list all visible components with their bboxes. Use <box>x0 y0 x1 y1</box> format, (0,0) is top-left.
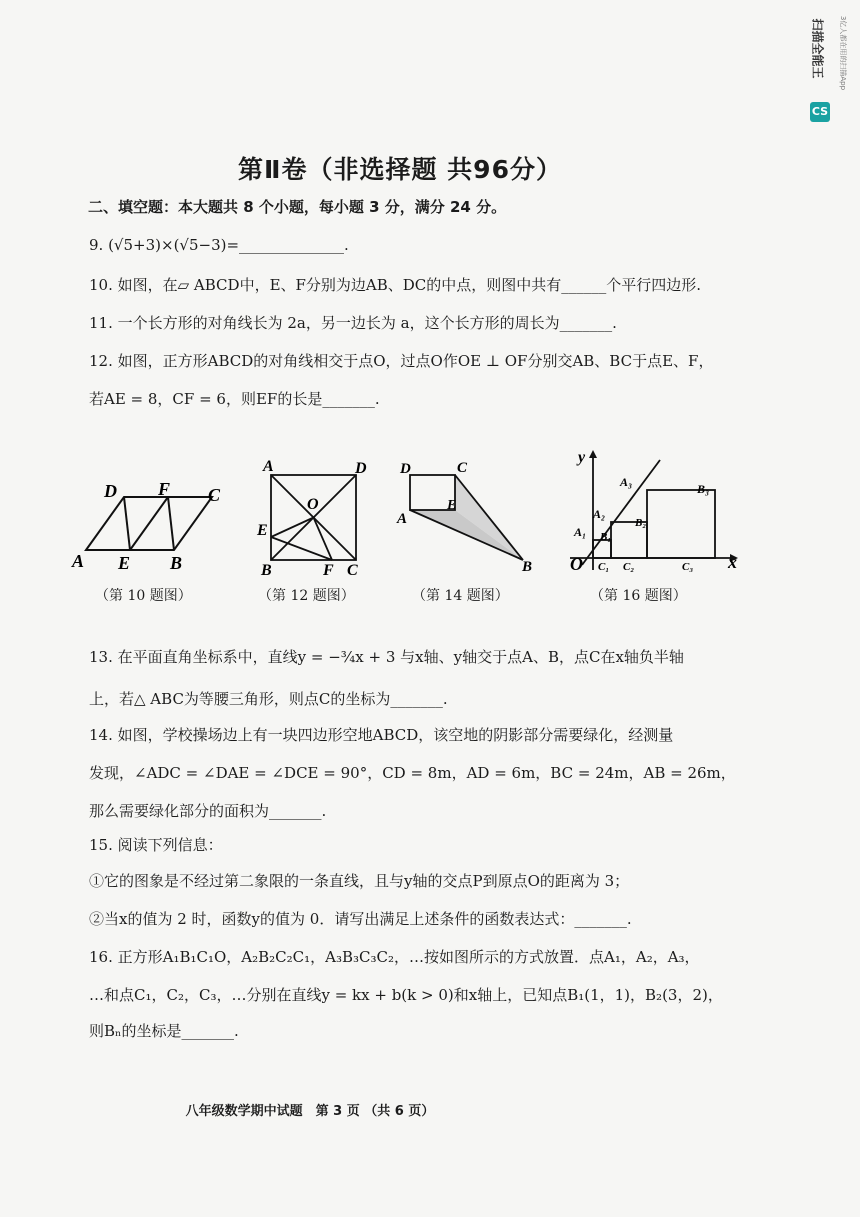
question-15-line1: 15. 阅读下列信息： <box>89 836 223 854</box>
caption-figure-16: （第 16 题图） <box>590 588 687 604</box>
question-12-line1: 12. 如图，正方形ABCD的对角线相交于点O，过点O作OE ⊥ OF分别交AB、BC于点E、F， <box>89 352 714 370</box>
fig16-label-A2: A₂ <box>593 507 606 521</box>
fig16-label-B1: B₁ <box>600 531 612 543</box>
fig14-label-A: A <box>397 511 408 527</box>
question-9: 9. (√5+3)×(√5−3)=______________. <box>89 236 349 254</box>
question-12-line2: 若AE = 8，CF = 6，则EF的长是_______. <box>89 390 380 408</box>
cs-logo-icon: CS <box>810 102 830 122</box>
watermark-app-name: 扫描全能王 <box>810 18 825 79</box>
figure-16 <box>560 450 745 575</box>
fig12-label-E: E <box>257 522 268 539</box>
fig16-label-C3: C₃ <box>682 561 694 573</box>
fig10-label-B: B <box>170 553 183 573</box>
figure-10 <box>70 475 240 575</box>
fig16-label-B3: B₃ <box>697 482 710 496</box>
question-10: 10. 如图，在▱ ABCD中，E、F分别为边AB、DC的中点，则图中共有______个平行四边形. <box>89 276 702 294</box>
question-14-line3: 那么需要绿化部分的面积为_______. <box>89 802 327 820</box>
fig12-label-A: A <box>263 458 274 475</box>
page-footer: 八年级数学期中试题 第 3 页 （共 6 页） <box>185 1104 435 1119</box>
fig10-label-E: E <box>118 553 131 573</box>
fig12-label-D: D <box>355 460 367 477</box>
question-14-line1: 14. 如图，学校操场边上有一块四边形空地ABCD，该空地的阴影部分需要绿化，经测量 <box>89 726 674 744</box>
question-14-line2: 发现，∠ADC = ∠DAE = ∠DCE = 90°，CD = 8m，AD = 6m，BC = 24m，AB = 26m， <box>89 764 736 782</box>
section-title: 第Ⅱ卷（非选择题 共96分） <box>238 155 562 184</box>
fig16-label-y: y <box>578 449 586 466</box>
watermark-tagline: 3亿人都在用的扫描App <box>839 15 848 91</box>
caption-figure-14: （第 14 题图） <box>412 588 509 604</box>
figure-12 <box>255 455 375 579</box>
question-16-line1: 16. 正方形A₁B₁C₁O，A₂B₂C₂C₁，A₃B₃C₃C₂，…按如图所示的方式放置．点A₁，A₂，A₃， <box>89 948 700 966</box>
fig16-label-A3: A₃ <box>620 475 633 489</box>
fig16-label-C1: C₁ <box>598 561 610 573</box>
fig14-label-E: E <box>447 498 457 513</box>
fig10-label-A: A <box>72 551 85 571</box>
question-15-line2: ①它的图象是不经过第二象限的一条直线，且与y轴的交点P到原点O的距离为 3； <box>89 872 630 890</box>
question-16-line3: 则Bₙ的坐标是_______. <box>89 1022 239 1040</box>
fig16-label-C2: C₂ <box>623 561 635 573</box>
fill-in-heading: 二、填空题：本大题共 8 个小题，每小题 3 分，满分 24 分。 <box>88 198 507 216</box>
question-13-line1: 13. 在平面直角坐标系中，直线y = −¾x + 3 与x轴、y轴交于点A、B，点C在x轴负半轴 <box>89 648 684 666</box>
fig16-label-O: O <box>570 554 583 574</box>
figure-14 <box>395 455 540 575</box>
fig16-label-B2: B₂ <box>635 517 647 529</box>
question-11: 11. 一个长方形的对角线长为 2a，另一边长为 a，这个长方形的周长为_______. <box>89 314 617 332</box>
fig14-label-D: D <box>400 461 411 477</box>
fig12-label-C: C <box>347 562 358 579</box>
question-16-line2: …和点C₁，C₂，C₃，…分别在直线y = kx + b(k > 0)和x轴上，已知点B₁(1，1)，B₂(3，2)， <box>89 986 723 1004</box>
question-15-line3: ②当x的值为 2 时，函数y的值为 0．请写出满足上述条件的函数表达式：_______. <box>89 910 632 928</box>
fig14-label-B: B <box>522 559 533 575</box>
fig12-label-B: B <box>261 562 272 579</box>
scanner-watermark <box>808 10 856 120</box>
fig10-label-F: F <box>158 479 171 499</box>
caption-figure-12: （第 12 题图） <box>258 588 355 604</box>
fig10-label-D: D <box>104 481 117 501</box>
fig10-label-C: C <box>208 485 221 505</box>
fig12-label-F: F <box>323 562 334 579</box>
caption-figure-10: （第 10 题图） <box>95 588 192 604</box>
fig12-label-O: O <box>307 496 319 513</box>
fig16-label-A1: A₁ <box>574 525 587 539</box>
fig16-label-x: x <box>728 552 737 572</box>
fig14-label-C: C <box>457 460 468 476</box>
question-13-line2: 上，若△ ABC为等腰三角形，则点C的坐标为_______. <box>89 690 448 708</box>
